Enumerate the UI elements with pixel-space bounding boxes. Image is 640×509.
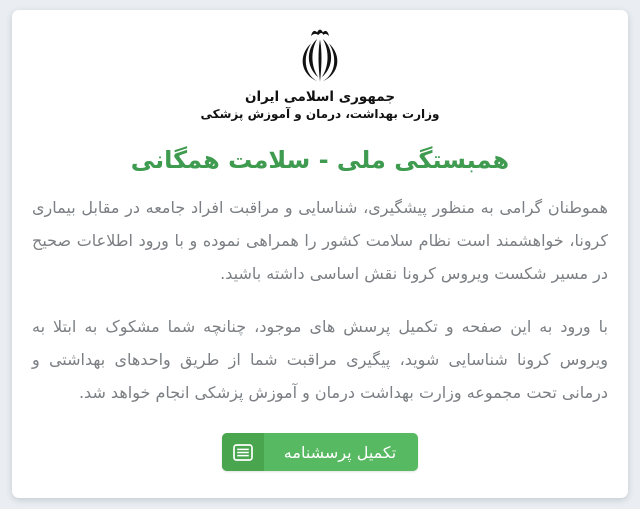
ministry-logo (201, 26, 440, 121)
button-icon-segment (222, 433, 264, 471)
intro-text (32, 191, 608, 409)
logo-text-ministry: وزارت بهداشت، درمان و آموزش پزشکی (200, 107, 440, 121)
button-label: تکمیل پرسشنامه (283, 442, 397, 462)
page-title: همبستگی ملی - سلامت همگانی (130, 146, 510, 174)
form-list-icon (233, 444, 253, 461)
main-card (12, 10, 628, 498)
complete-questionnaire-button[interactable] (222, 433, 418, 471)
intro-paragraph-1: هموطنان گرامی به منظور پیشگیری، شناسایی و مراقبت افراد جامعه در مقابل بیماری کرونا، خواهشمند است نظام سلامت کشور را همراهی نموده و با ورود اطلاعات صحیح در مسیر شکست ویروس کرونا نقش اساسی داشته باشید. (32, 198, 608, 283)
logo-text-republic: جمهوری اسلامی ایران (244, 89, 396, 105)
iran-emblem-icon (289, 26, 351, 88)
intro-paragraph-2: با ورود به این صفحه و تکمیل پرسش های موجود، چنانچه شما مشکوک به ابتلا به ویروس کرونا شناسایی شوید، پیگیری مراقبت شما از طریق واحدهای بهداشتی و درمانی تحت مجموعه وزارت بهداشت درمان و آموزش پزشکی انجام خواهد شد. (32, 317, 608, 402)
